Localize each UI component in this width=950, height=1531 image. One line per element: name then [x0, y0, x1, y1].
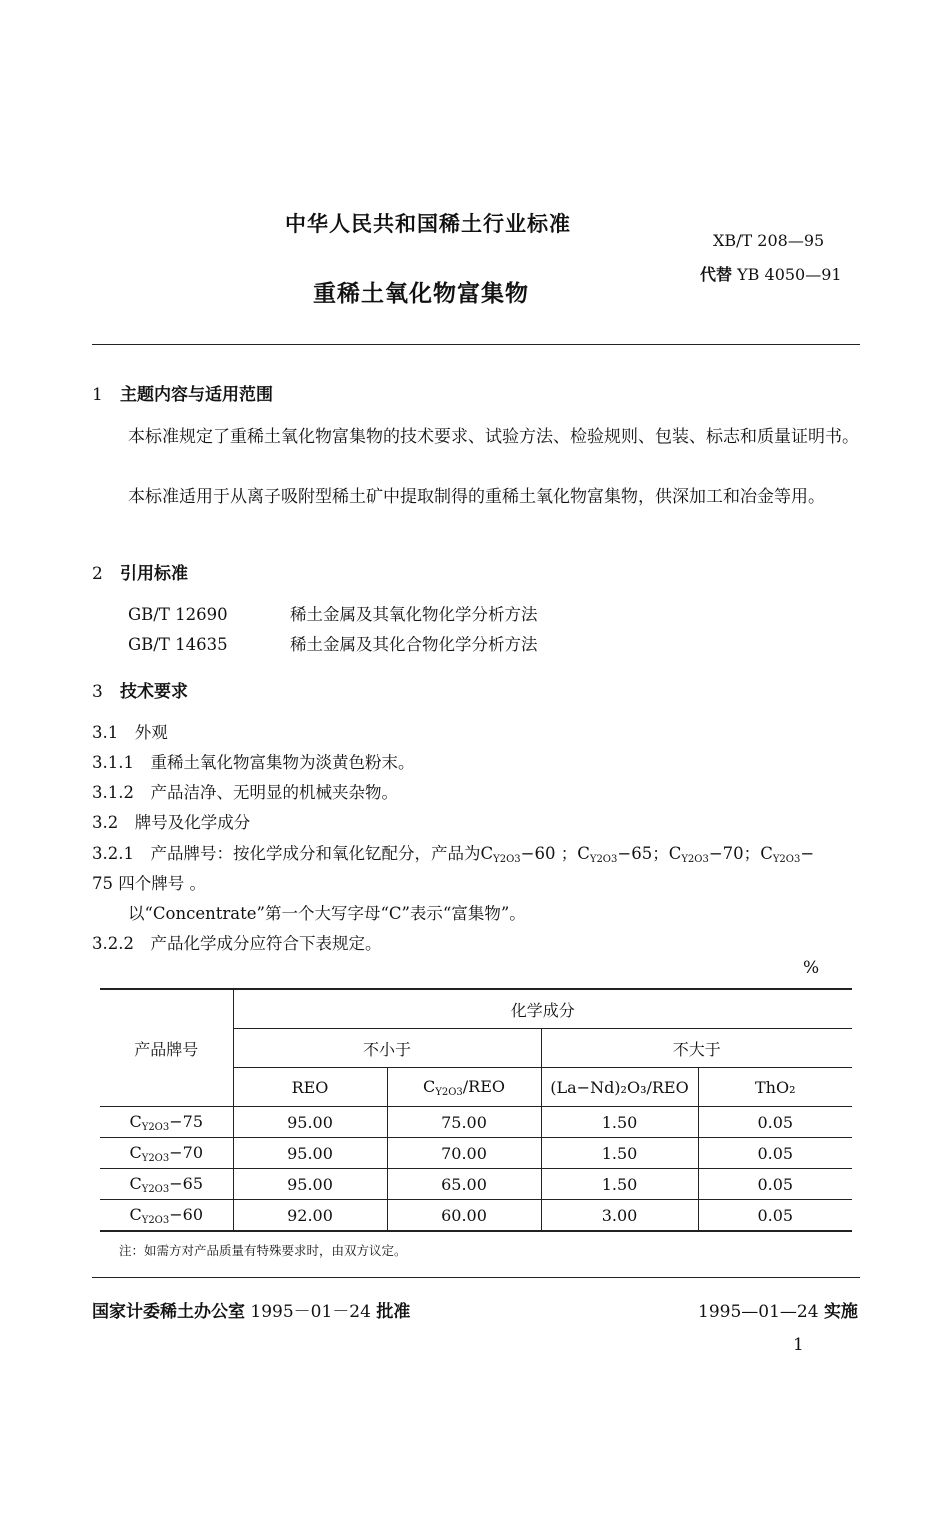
- table-row: [100, 1169, 852, 1200]
- clause-3-2-2: 3.2.2 产品化学成分应符合下表规定。: [92, 934, 382, 953]
- table-header-row: [100, 989, 852, 1029]
- section-1-heading: [92, 380, 273, 405]
- clause-3-2-1-line-2: 75 四个牌号 。: [92, 874, 206, 893]
- grade-letter: C: [129, 1111, 142, 1131]
- clause-3-2: 3.2 牌号及化学成分: [92, 813, 251, 832]
- reference-code: GB/T 14635: [128, 635, 228, 654]
- grade-subscript: Y2O3: [141, 1183, 170, 1195]
- header-not-less: 不小于: [233, 1029, 541, 1068]
- cell-tho2: 0.05: [698, 1200, 852, 1232]
- grade-subscript: Y2O3: [141, 1152, 170, 1164]
- header-y-subscript: Y2O3: [435, 1086, 463, 1098]
- cell-grade: [100, 1200, 233, 1232]
- section-3-number: 3: [92, 682, 103, 702]
- reference-name: 稀土金属及其化合物化学分析方法: [290, 635, 538, 654]
- section-1-number: 1: [92, 385, 103, 405]
- cell-tho2: 0.05: [698, 1169, 852, 1200]
- cell-la-nd: 1.50: [541, 1107, 698, 1138]
- section-1-paragraph-2: 本标准适用于从离子吸附型稀土矿中提取制得的重稀土氧化物富集物，供深加工和冶金等用。: [128, 487, 825, 507]
- table-row: [100, 1107, 852, 1138]
- standard-organization: 中华人民共和国稀土行业标准: [285, 212, 571, 236]
- footer-divider: [92, 1277, 860, 1278]
- cell-la-nd: 3.00: [541, 1200, 698, 1232]
- grade-value: −60: [169, 1204, 204, 1224]
- grade-letter: C: [480, 844, 494, 863]
- section-2-number: 2: [92, 564, 103, 584]
- approval-org: 国家计委稀土办公室: [92, 1302, 245, 1322]
- section-2-title: 引用标准: [120, 564, 188, 584]
- cell-y2o3: 60.00: [387, 1200, 541, 1232]
- cell-reo: 92.00: [233, 1200, 387, 1232]
- implementation-label: 实施: [823, 1302, 858, 1322]
- header-y-letter: C: [422, 1076, 436, 1096]
- grade-subscript: Y2O3: [141, 1214, 170, 1226]
- cell-grade: [100, 1107, 233, 1138]
- header-grade: 产品牌号: [100, 989, 233, 1107]
- table-row: [100, 1200, 852, 1232]
- cell-reo: 95.00: [233, 1107, 387, 1138]
- grade-subscript: Y2O3: [141, 1121, 170, 1133]
- cell-la-nd: 1.50: [541, 1169, 698, 1200]
- clause-3-2-1-note: 以“Concentrate”第一个大写字母“C”表示“富集物”。: [128, 904, 526, 923]
- reference-item: [128, 601, 538, 625]
- cell-tho2: 0.05: [698, 1138, 852, 1169]
- cell-la-nd: 1.50: [541, 1138, 698, 1169]
- grade-subscript: Y2O3: [772, 854, 801, 865]
- implementation-line: [698, 1297, 858, 1322]
- cell-y2o3: 75.00: [387, 1107, 541, 1138]
- grade-letter: C: [129, 1142, 142, 1162]
- clause-3-2-1: [92, 840, 814, 865]
- cell-reo: 95.00: [233, 1138, 387, 1169]
- reference-name: 稀土金属及其氧化物化学分析方法: [290, 605, 538, 624]
- reference-item: [128, 631, 538, 655]
- grade-letter: C: [668, 844, 682, 863]
- cell-tho2: 0.05: [698, 1107, 852, 1138]
- grade-letter: C: [577, 844, 590, 863]
- header-la-nd: (La−Nd)₂O₃/REO: [541, 1068, 698, 1107]
- page-number: 1: [793, 1335, 804, 1355]
- section-3-title: 技术要求: [120, 682, 188, 702]
- grade-subscript: Y2O3: [493, 854, 521, 865]
- header-reo: REO: [233, 1068, 387, 1107]
- implementation-date: 1995—01—24: [698, 1302, 819, 1322]
- table-note: 注：如需方对产品质量有特殊要求时，由双方议定。: [119, 1243, 407, 1258]
- clause-3-2-1-text: 3.2.1 产品牌号：按化学成分和氧化钇配分，产品为: [92, 844, 481, 863]
- composition-table: [100, 988, 852, 1232]
- clause-3-1-1: 3.1.1 重稀土氧化物富集物为淡黄色粉末。: [92, 753, 415, 772]
- table-row: [100, 1138, 852, 1169]
- clause-3-1-2: 3.1.2 产品洁净、无明显的机械夹杂物。: [92, 783, 398, 802]
- grade-suffix: −70；: [708, 844, 761, 863]
- header-y-suffix: /REO: [462, 1076, 505, 1096]
- grade-value: −70: [169, 1142, 204, 1162]
- approval-label: 批准: [376, 1302, 411, 1322]
- standard-code: XB/T 208—95: [713, 231, 825, 250]
- header-tho2: ThO₂: [698, 1068, 852, 1107]
- table-unit: %: [803, 958, 820, 978]
- approval-line: [92, 1297, 410, 1322]
- grade-value: −65: [169, 1173, 204, 1193]
- grade-suffix: −65；: [617, 844, 669, 863]
- grade-subscript: Y2O3: [589, 854, 618, 865]
- grade-symbol: [577, 844, 617, 863]
- replaces-label: 代替: [700, 265, 733, 284]
- grade-letter: C: [760, 844, 773, 863]
- grade-subscript: Y2O3: [681, 854, 709, 865]
- grade-symbol: [760, 844, 800, 863]
- grade-suffix: −60 ；: [520, 844, 578, 863]
- grade-letter: C: [129, 1173, 142, 1193]
- cell-y2o3: 70.00: [387, 1138, 541, 1169]
- document-title: 重稀土氧化物富集物: [313, 281, 529, 307]
- header-composition: 化学成分: [233, 989, 852, 1029]
- cell-y2o3: 65.00: [387, 1169, 541, 1200]
- grade-letter: C: [129, 1204, 142, 1224]
- replaces-line: [700, 262, 842, 285]
- section-1-title: 主题内容与适用范围: [120, 385, 273, 405]
- cell-grade: [100, 1138, 233, 1169]
- section-3-heading: [92, 677, 188, 702]
- header-not-more: 不大于: [541, 1029, 852, 1068]
- replaces-code: YB 4050—91: [737, 265, 842, 284]
- grade-symbol: [480, 844, 520, 863]
- header-y2o3-reo: [387, 1068, 541, 1107]
- approval-date: 1995－01－24: [250, 1302, 371, 1322]
- grade-symbol: [669, 844, 709, 863]
- grade-value: −75: [169, 1111, 204, 1131]
- section-2-heading: [92, 559, 188, 584]
- cell-grade: [100, 1169, 233, 1200]
- reference-code: GB/T 12690: [128, 605, 228, 624]
- clause-3-1: 3.1 外观: [92, 723, 168, 742]
- grade-suffix: −: [800, 844, 815, 863]
- cell-reo: 95.00: [233, 1169, 387, 1200]
- header-divider: [92, 344, 860, 345]
- section-1-paragraph-1: 本标准规定了重稀土氧化物富集物的技术要求、试验方法、检验规则、包装、标志和质量证明书。: [128, 427, 859, 447]
